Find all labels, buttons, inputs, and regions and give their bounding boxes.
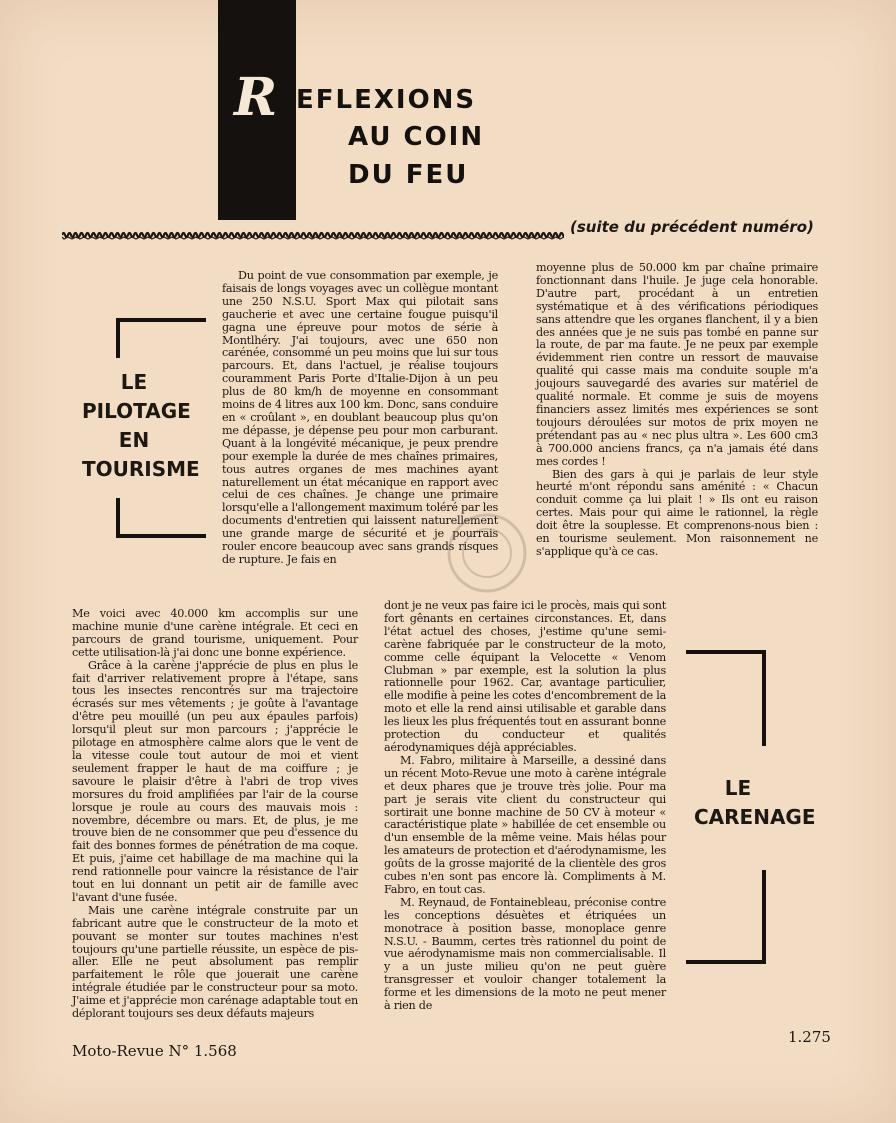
title-line-1: EFLEXIONS [296, 85, 477, 115]
article-column-3 [72, 608, 358, 1021]
page-number: 1.275 [788, 1028, 831, 1046]
title-line-2: AU COIN [348, 122, 485, 152]
paragraph: dont je ne veux pas faire ici le procès, mais qui sont fort gênants en certaines circonstances. Et, dans l'état actuel des choses, j'estime qu'une semi-carène fabriquée par le constructeur de la moto, comme celle équipant la Velocette « Venom Clubman » par exemple, est la solution la plus rationnelle pour 1962. Car, avantage particulier, elle modifie à peine les cotes d'encombrement de la moto et elle la rend ainsi utilisable et garable dans les lieux les plus fréquentés tout en assurant bonne protection du conducteur et qualités aérodynamiques déjà appréciables. [384, 599, 666, 754]
article-column-2 [536, 262, 818, 559]
title-initial: R [234, 67, 278, 128]
section-heading-carenage: LE CARENAGE [694, 776, 816, 829]
continuation-note: (suite du précédent numéro) [570, 218, 814, 236]
paragraph: M. Reynaud, de Fontainebleau, préconise contre les conceptions désuètes et étriquées un monotrace à position basse, monoplace genre N.S.U. - Baumm, certes très rationnel du point de vue aérodynamisme mais non commercialisable. Il y a un juste milieu qu'on ne peut guère transgresser et vouloir changer totalement la forme et les dimensions de la moto ne peut mener à rien de [384, 895, 666, 1013]
paragraph: moyenne plus de 50.000 km par chaîne primaire fonctionnant dans l'huile. Je juge cela honorable. D'autre part, procédant à un entretien systématique et à des vérifications périodiques sans attendre que les organes flanchent, il y a bien des années que je ne suis pas tombé en panne sur la route, de par ma faute. Je ne peux par exemple évidemment rien contre un ressort de mauvaise qualité qui casse mais ma conduite souple m'a joujours sauvegardé des avaries sur matériel de qualité normale. Et comme je suis de moyens financiers assez limités mes expériences se sont toujours déroulées sur motos de prix moyen ne prétendant pas au « nec plus ultra ». Les 600 cm3 à 700.000 anciens francs, ça n'a jamais été dans mes cordes ! [536, 261, 818, 468]
section-heading-pilotage: LE PILOTAGE EN TOURISME [82, 370, 200, 481]
paragraph: Du point de vue consommation par exemple, je faisais de longs voyages avec un collègue montant une 250 N.S.U. Sport Max qui pilotait sans gaucherie et avec une certaine fougue puisqu'il gagna une épreuve pour motos de série à Montlhéry. J'ai toujours, avec une 650 non carénée, consommé un peu moins que lui sur tous parcours. Et, dans l'actuel, je réalise toujours couramment Paris Porte d'Italie-Dijon à un peu plus de 80 km/h de moyenne en consommant moins de 4 litres aux 100 km. Donc, sans conduire en « croûlant », en doublant beaucoup plus qu'on me dépasse, je dépense peu pour mon carburant. Quant à la longévité mécanique, je peux prendre pour exemple la durée de mes chaînes primaires, tous autres organes de mes machines ayant naturellement un état mécanique en rapport avec celui de ces chaînes. Je change une primaire lorsqu'elle a l'allongement maximum toléré par les documents d'entretien qui laissent naturellement une grande marge de sécurité et je pourrais rouler encore beaucoup avec sans grands risques de rupture. Je fais en [222, 269, 498, 566]
paragraph: M. Fabro, militaire à Marseille, a dessiné dans un récent Moto-Revue une moto à carène intégrale et deux phares que je trouve très jolie. Pour ma part je serais vite client du constructeur qui sortirait une bonne machine de 50 CV à moteur « caractéristique plate » habillée de cet ensemble ou d'un ensemble de la même veine. Mais hélas pour les amateurs de protection et d'aérodynamisme, les goûts de la grosse majorité de la clientèle des gros cubes n'en sont pas encore là. Compliments à M. Fabro, en tout cas. [384, 753, 666, 896]
paragraph: Me voici avec 40.000 km accomplis sur une machine munie d'une carène intégrale. Et ceci en parcours de grand tourisme, uniquement. Pour cette utilisation-là j'ai donc une bonne expérience. [72, 607, 358, 659]
library-stamp-watermark [442, 508, 532, 598]
magazine-footer: Moto-Revue N° 1.568 [72, 1042, 237, 1060]
paragraph: Grâce à la carène j'apprécie de plus en plus le fait d'arriver relativement propre à l'étape, sans tous les insectes rencontrés sur ma trajectoire écrasés sur mes vêtements ; je goûte à l'avantage d'être peu mouillé (un peu aux épaules parfois) lorsqu'il pleut sur mon parcours ; j'apprécie le pilotage en atmosphère calme alors que le vent de la vitesse coule tout autour de moi et vient seulement frapper le haut de ma coiffure ; je savoure le plaisir d'être à l'abri de trop vives morsures du froid amplifiées par l'air de la course lorsque je roule au cours des mauvais mois : novembre, décembre ou mars. Et, de plus, je me trouve bien de ne consommer que peu d'essence du fait des bonnes formes de pénétration de ma coque. Et puis, j'aime cet habillage de ma machine qui la rend rationnelle pour vaincre la résistance de l'air tout en lui donnant un petit air de famille avec l'avant d'une fusée. [72, 658, 358, 904]
paragraph: Bien des gars à qui je parlais de leur style heurté m'ont répondu sans aménité : « Chacun conduit comme ça lui plait ! » Ils ont eu raison certes. Mais pour qui aime le rationnel, la règle doit être la souplesse. Et comprenons-nous bien : en tourisme seulement. Mon raisonnement ne s'applique qu'à ce cas. [536, 467, 818, 558]
wavy-divider [62, 228, 564, 242]
paragraph: Mais une carène intégrale construite par un fabricant autre que le constructeur de la moto et pouvant se monter sur toutes machines n'est toujours qu'une partielle réussite, un espèce de pis-aller. Elle ne peut absolument pas remplir parfaitement le rôle que jouerait une carène intégrale étudiée par le constructeur pour sa moto. J'aime et j'apprécie mon carénage adaptable tout en déplorant toujours ses deux défauts majeurs [72, 903, 358, 1021]
title-line-3: DU FEU [348, 160, 469, 190]
article-column-4 [384, 600, 666, 1013]
